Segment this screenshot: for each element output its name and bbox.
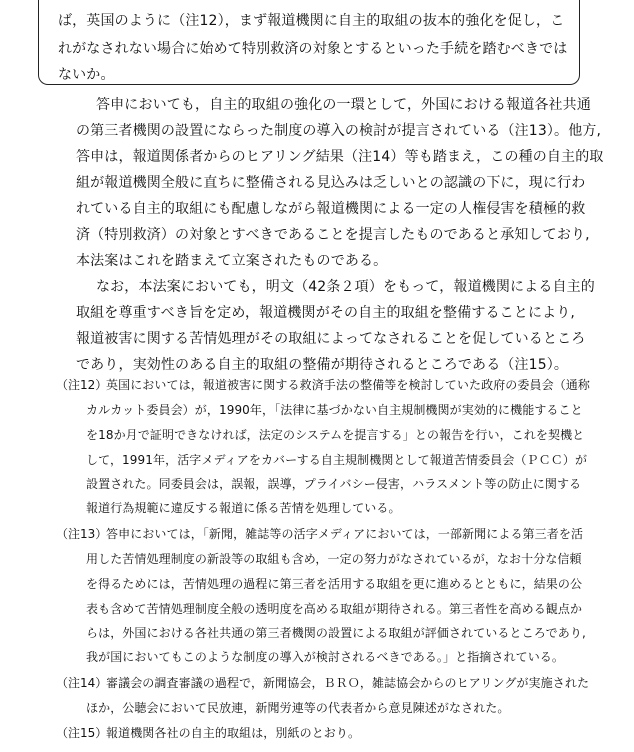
footnote-line: 表も含めて苦情処理制度全般の透明度を高める取組が期待される。第三者性を高める観点か [86,602,583,616]
paragraph-line: であり，実効性のある自主的取組の整備が期待されるところである（注15）。 [76,357,569,373]
paragraph-line: 済（特別救済）の対象とすべきであることを提言したものであると承知しており, [76,227,590,243]
footnote-line: して，1991年，活字メディアをカバーする自主規制機関として報道苦情委員会（ＰＣＣ）が [86,453,588,467]
paragraph-line: れている自主的取組にも配慮しながら報道機関による一定の人権侵害を積極的救 [76,201,586,217]
footnote-line: 用した苦情処理制度の新設等の取組も含め，一定の努力がなされているが，なお十分な信頼 [86,552,582,566]
paragraph-line: 本法案はこれを踏まえて立案されたものである。 [76,253,388,269]
footnote-line: 答申においては，「新聞，雑誌等の活字メディアにおいては，一部新聞による第三者を活 [106,527,584,541]
paragraph-line: 答申においても，自主的取組の強化の一環として，外国における報道各社共通 [96,97,591,113]
footnote-line: を得るためには，苦情処理の過程に第三者を活用する取組を更に進めるとともに，結果の公 [86,577,583,591]
footnote-line: 設置された。同委員会は，誤報，誤導，プライバシー侵害，ハラスメント等の防止に関する [86,477,582,491]
footnote-label: （注12） [56,378,108,392]
footnote-line: らは，外国における各社共通の第三者機関の設置による取組が評価されているところであり, [86,626,586,640]
footnote-line: 報道機関各社の自主的取組は，別紙のとおり。 [106,726,361,740]
footnote-line: カルカット委員会）が，1990年，「法律に基づかない自主規制機関が実効的に機能すること [86,403,583,417]
footnote-line: 報道行為規範に違反する報道に係る苦情を処理している。 [86,501,401,515]
boxed-text-line: れがなされない場合に始めて特別救済の対象とするといった手続を踏むべきでは [58,41,568,57]
footnote-line: ほか，公聴会において民放連，新聞労連等の代表者から意見陳述がなされた。 [86,701,510,715]
paragraph-line: 報道被害に関する苦情処理がその取組によってなされることを促しているところ [76,331,586,347]
paragraph-line: の第三者機関の設置にならった制度の導入の検討が提言されている（注13）。他方, [76,123,602,139]
paragraph-line: 取組を尊重すべき旨を定め，報道機関がその自主的取組を整備することにより, [76,305,576,321]
paragraph-line: 答申は，報道関係者からのヒアリング結果（注14）等も踏まえ，この種の自主的取 [76,149,604,165]
footnote-line: 我が国においてもこのような制度の導入が検討されるべきである。」と指摘されている。 [86,650,565,664]
paragraph-line: 組が報道機関全般に直ちに整備される見込みは乏しいとの認識の下に，現に行わ [76,175,586,191]
footnote-label: （注15） [56,726,108,740]
boxed-text-line: ば，英国のように（注12），まず報道機関に自主的取組の抜本的強化を促し，こ [58,13,565,29]
footnote-label: （注13） [56,527,108,541]
footnote-line: 英国においては，報道被害に関する救済手法の整備等を検討していた政府の委員会（通称 [106,378,591,392]
footnote-label: （注14） [56,676,108,690]
footnote-line: 審議会の調査審議の過程で，新聞協会，ＢＲＯ，雑誌協会からのヒアリングが実施された [106,676,590,690]
boxed-text-line: ないか。 [58,67,115,83]
paragraph-line: なお，本法案においても，明文（42条２項）をもって，報道機関による自主的 [96,279,595,295]
footnote-line: を18か月で証明できなければ，法定のシステムを提言する」との報告を行い，これを契機と [86,428,585,442]
